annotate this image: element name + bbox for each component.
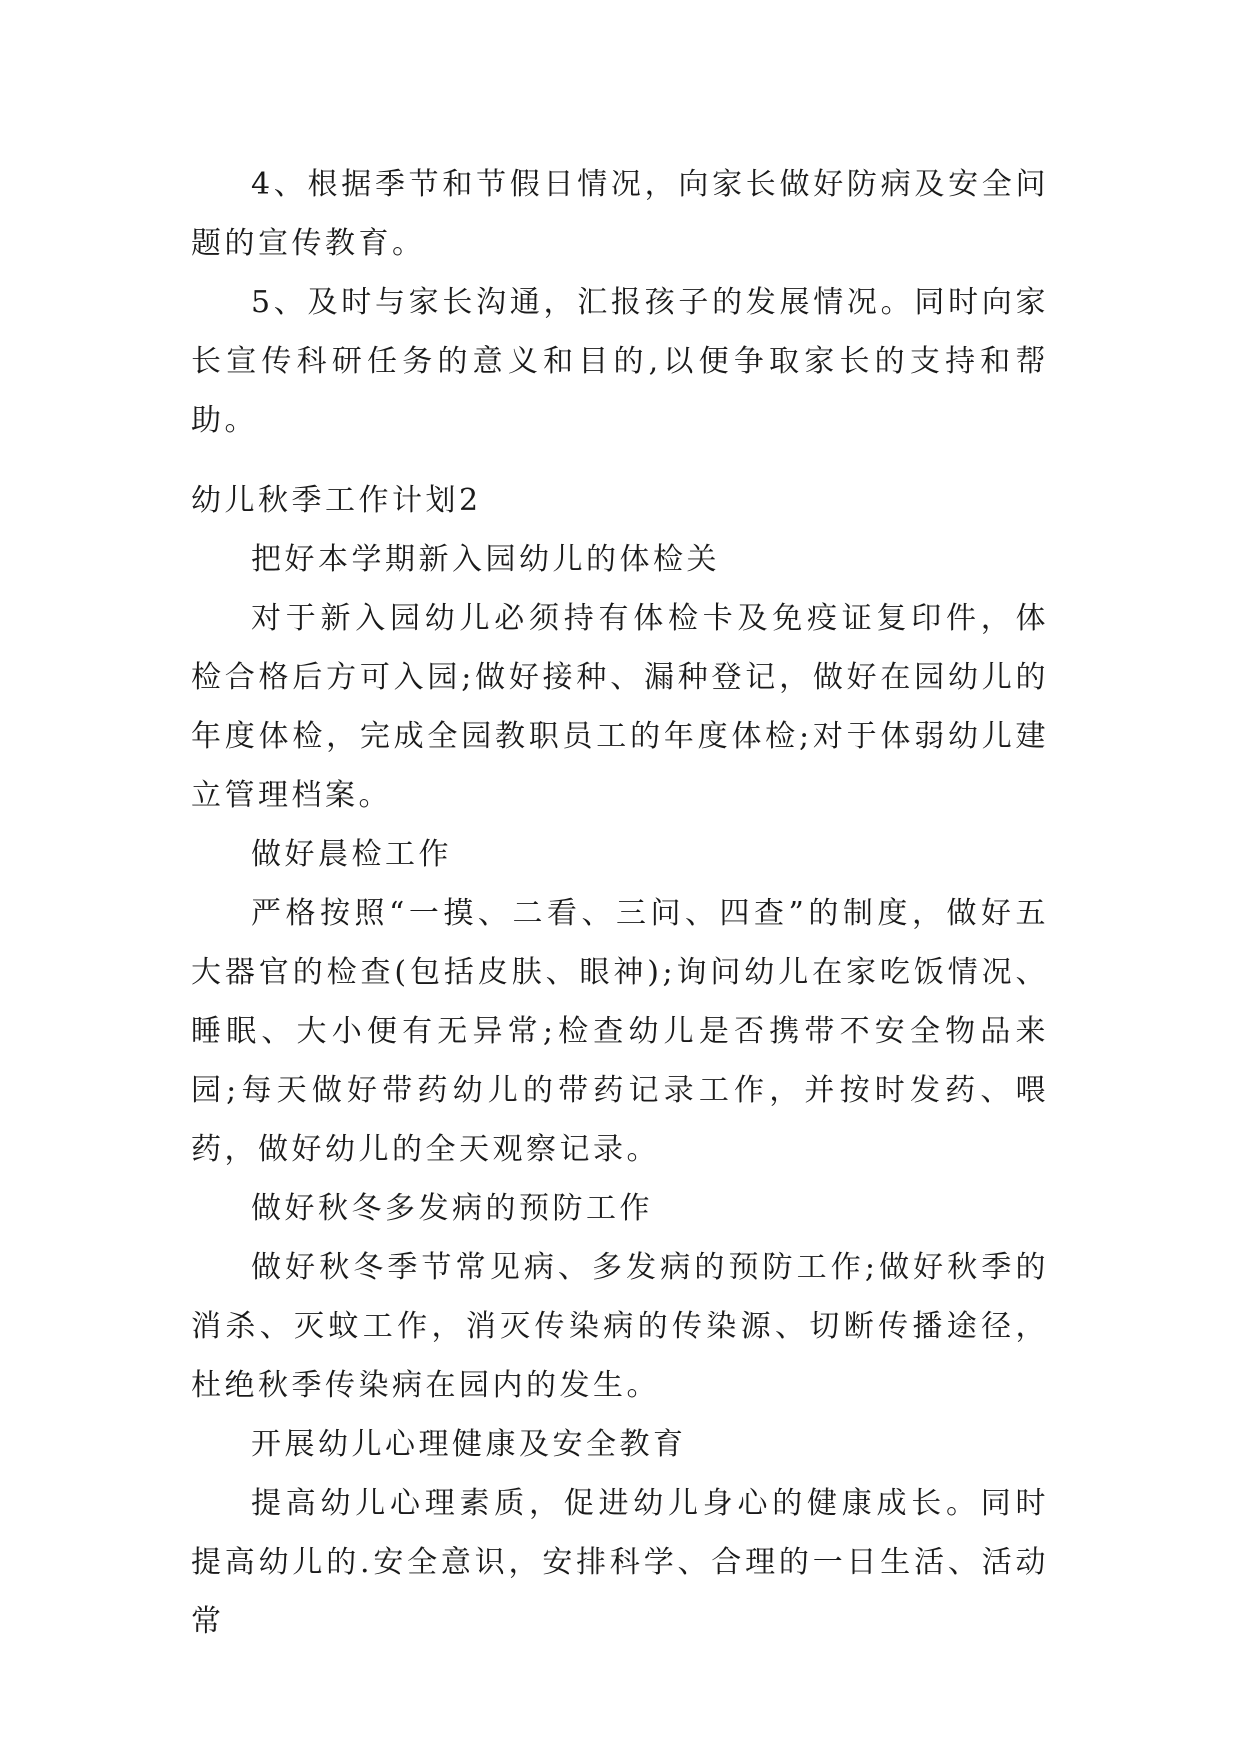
paragraph-item-5: 5、及时与家长沟通，汇报孩子的发展情况。同时向家长宣传科研任务的意义和目的,以便争取家长的支持和帮助。 <box>191 285 1049 438</box>
subheading-morning-check: 做好晨检工作 <box>251 837 452 872</box>
paragraph-health-check: 对于新入园幼儿必须持有体检卡及免疫证复印件，体检合格后方可入园;做好接种、漏种登记，做好在园幼儿的年度体检，完成全园教职员工的年度体检;对于体弱幼儿建立管理档案。 <box>191 601 1049 813</box>
subheading-health-check: 把好本学期新入园幼儿的体检关 <box>251 542 720 577</box>
paragraph-morning-check: 严格按照“一摸、二看、三问、四查”的制度，做好五大器官的检查(包括皮肤、眼神);询问幼儿在家吃饭情况、睡眠、大小便有无异常;检查幼儿是否携带不安全物品来园;每天做好带药幼儿的带药记录工作，并按时发药、喂药，做好幼儿的全天观察记录。 <box>191 896 1049 1167</box>
subheading-disease-prevention: 做好秋冬多发病的预防工作 <box>251 1191 653 1226</box>
section-title: 幼儿秋季工作计划2 <box>191 483 482 518</box>
paragraph-item-4: 4、根据季节和节假日情况，向家长做好防病及安全问题的宣传教育。 <box>191 167 1049 261</box>
subheading-mental-health: 开展幼儿心理健康及安全教育 <box>251 1427 687 1462</box>
paragraph-mental-health: 提高幼儿心理素质，促进幼儿身心的健康成长。同时提高幼儿的.安全意识，安排科学、合理的一日生活、活动常 <box>191 1486 1049 1639</box>
document-body <box>191 155 1049 1651</box>
paragraph-disease-prevention: 做好秋冬季节常见病、多发病的预防工作;做好秋季的消杀、灭蚊工作，消灭传染病的传染源、切断传播途径，杜绝秋季传染病在园内的发生。 <box>191 1250 1049 1403</box>
